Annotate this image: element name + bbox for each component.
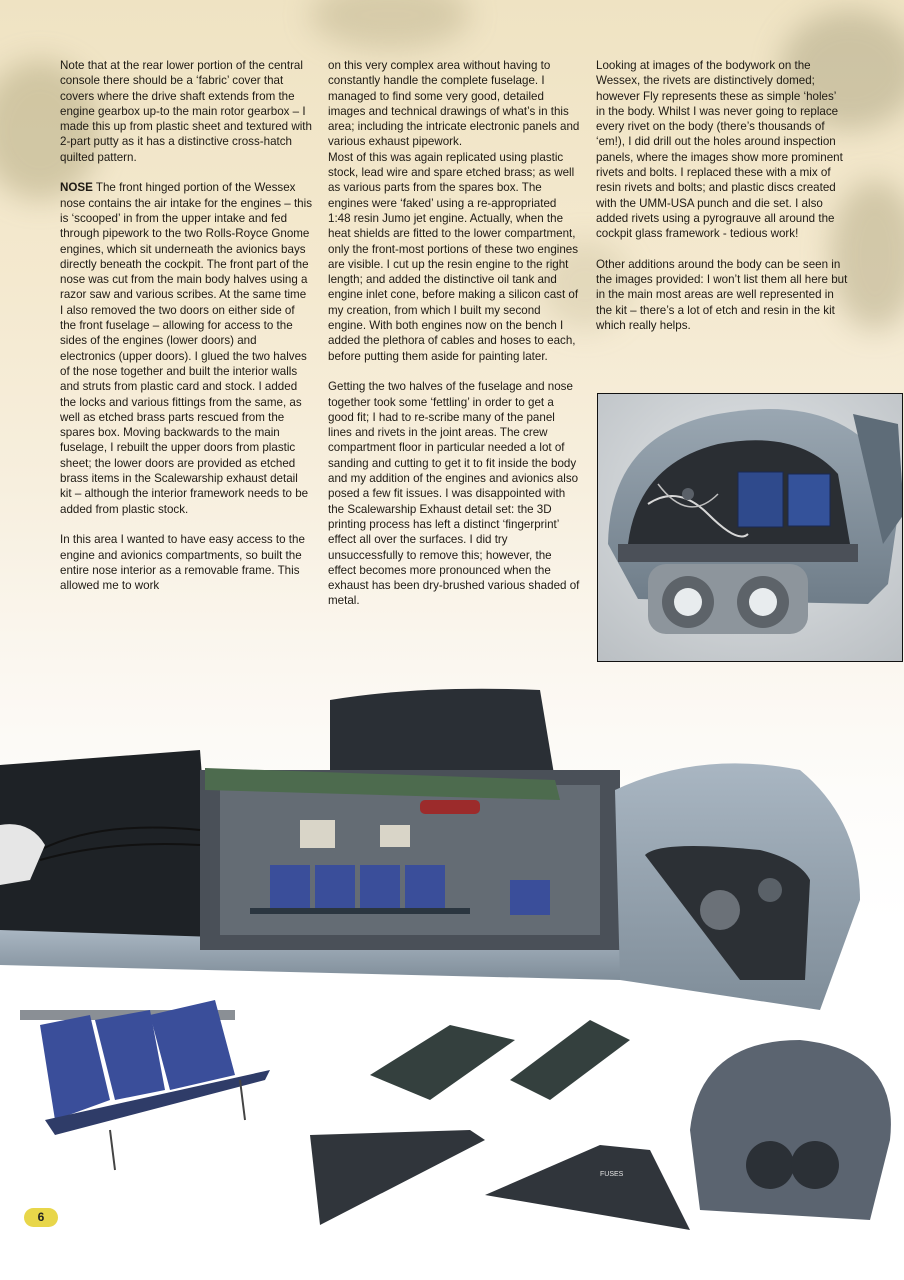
main-photo-fuselage-and-parts (0, 680, 904, 1240)
seat-bench-part (20, 1000, 270, 1170)
page-number: 6 (24, 1208, 58, 1227)
paragraph-text: The front hinged portion of the Wessex nose contains the air intake for the engines – this is ‘scooped’ in from the upper intake and fed through pipework to the two Rolls-Royce Gnome engines, which sit underneath the avionics bays directly beneath the cockpit. The front part of the nose was cut from the main body halves using a razor saw and various scribes. At the same time I also removed the two doors on either side of the front fuselage – allowing for access to the sides of the engines (lower doors) and electronics (upper doors). I glued the two halves of the nose together and built the interior walls and struts from plastic card and stock. I added the locks and various fittings from the same, as well as etched brass parts rescued from the spares box. Moving backwards to the main fuselage, I rebuilt the upper doors from plastic sheet; the lower doors are provided as etched brass items in the Scalewarship exhaust detail kit – although the interior framework needs to be added from plastic stock. (60, 181, 312, 516)
paragraph: on this very complex area without having to constantly handle the complete fuselage. I managed to find some very good, detailed images and technical drawings of what’s in this area; including the intricate electronic panels and various exhaust pipework. Most of this was again replicated using plastic stock, lead wire and spare etched brass; as well as various parts from the spares box. The engines were ‘faked’ using a re-appropriated 1:48 resin Jumo jet engine. Actually, when the heat shields are fitted to the lower compartment, only the front-most portions of these two engines are visible. I cut up the resin engine to the right length; and added the distinctive oil tank and engine inlet cone, before making a silicon cast of my creation, from which I built my second engine. With both engines now on the bench I added the plethora of cables and hoses to each, before putting them aside for painting later. (328, 59, 580, 363)
main-photo-art (0, 680, 904, 1240)
paragraph: In this area I wanted to have easy access to the engine and avionics compartments, so built the entire nose interior as a removable frame. This allowed me to work (60, 533, 305, 593)
paper-stain (310, 0, 470, 50)
section-heading-nose: NOSE (60, 181, 93, 195)
text-column-1 (60, 58, 312, 593)
inset-photo-art (598, 394, 903, 662)
paragraph: Getting the two halves of the fuselage and nose together took some ‘fettling’ in order to get a good fit; I had to re-scribe many of the panel lines and rivets in the joint areas. The crew compartment floor in particular needed a lot of sanding and cutting to get it to fit inside the body and my addition of the engines and avionics also posed a few fit issues. I was disappointed with the Scalewarship Exhaust detail set: the 3D printing process has left a distinct ‘fingerprint’ effect all over the surfaces. I did try unsuccessfully to remove this; however, the effect becomes more pronounced when the exhaust has been dry-brushed various shaded of metal. (328, 380, 580, 608)
avionics-box (788, 474, 830, 526)
text-column-3 (596, 58, 848, 333)
inset-photo-nose-engines (597, 393, 903, 662)
paragraph: Other additions around the body can be seen in the images provided: I won’t list them all here but in the main most areas are well represented in the kit – there’s a lot of etch and resin in the kit which really helps. (596, 257, 848, 333)
paragraph: Looking at images of the bodywork on the Wessex, the rivets are distinctively domed; however Fly represents these as simple ‘holes’ in the body. Whilst I was never going to replace every rivet on the body (there’s thousands of ‘em!), I did drill out the holes around inspection panels, where the images show more prominent rivets and bolts. I replaced these with a mix of resin rivets and bolts; and plastic discs created with the UMM-USA punch and die set. I also added rivets using a pyrograuve all around the cockpit glass framework - tedious work! (596, 59, 843, 241)
paragraph (60, 180, 312, 517)
avionics-box (738, 472, 783, 527)
text-column-2 (328, 58, 580, 609)
paragraph: Note that at the rear lower portion of the central console there should be a ‘fabric’ cover that covers where the drive shaft extends from the engine gearbox up-to the main rotor gearbox – I made this up from plastic sheet and textured with 2-part putty as it has a distinctive cross-hatch quilted pattern. (60, 59, 312, 164)
fuses-label: FUSES (600, 1171, 624, 1178)
